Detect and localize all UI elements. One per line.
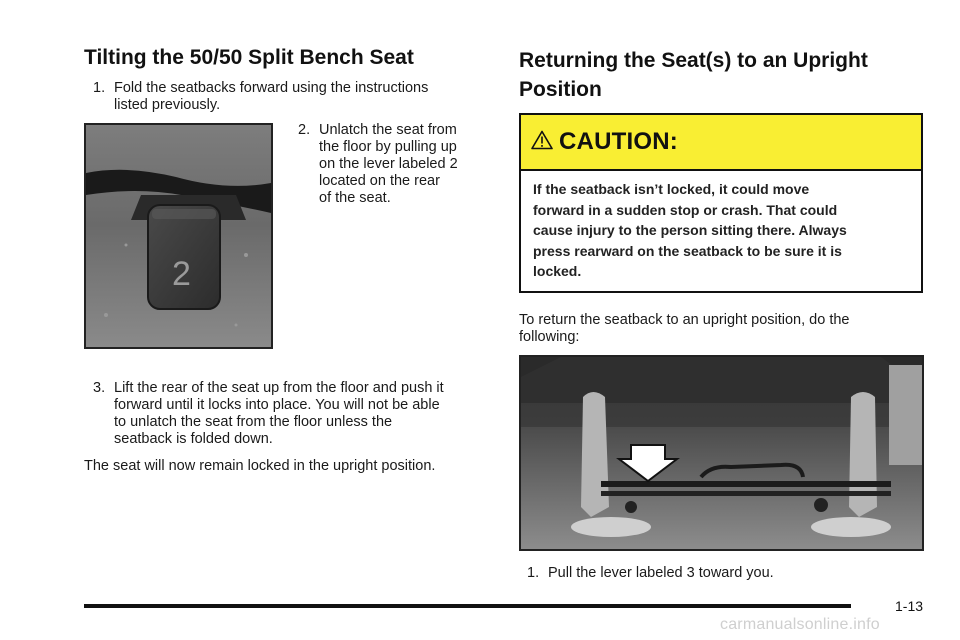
step-2-unlatch <box>298 122 498 207</box>
caution-title: CAUTION: <box>559 128 678 155</box>
seat-lever-photo <box>84 123 273 349</box>
intro-line: following: <box>519 329 580 345</box>
step-text-line: forward until it locks into place. You will not be able <box>114 397 440 413</box>
step-1-fold <box>93 80 493 114</box>
caution-line: cause injury to the person sitting there. Always <box>533 222 847 238</box>
caution-line: If the seatback isn’t locked, it could move <box>533 181 810 197</box>
step-text-line: of the seat. <box>319 190 391 206</box>
heading-line: Returning the Seat(s) to an Upright <box>519 49 868 72</box>
intro-line: To return the seatback to an upright position, do the <box>519 312 850 328</box>
caution-triangle-icon <box>531 130 553 155</box>
step-text-line: the floor by pulling up <box>319 139 457 155</box>
caution-box <box>519 113 923 293</box>
step-text-line: Fold the seatbacks forward using the instructions <box>114 80 429 96</box>
seat-track-illustration <box>521 357 922 549</box>
caution-line: press rearward on the seatback to be sure it is <box>533 242 842 259</box>
step-number: 1. <box>93 80 106 96</box>
step-text-line: Pull the lever labeled 3 toward you. <box>548 565 774 581</box>
caution-line: locked. <box>533 263 582 279</box>
step-3-lift <box>93 380 503 448</box>
step-text-line: listed previously. <box>114 97 221 113</box>
seat-track-photo <box>519 355 924 551</box>
footer-rule <box>84 604 851 608</box>
section-heading-returning <box>519 46 939 104</box>
page-number: 1-13 <box>895 598 924 614</box>
step-text-line: on the lever labeled 2 <box>319 156 458 172</box>
lever-number-label: 2 <box>172 255 191 293</box>
step-number: 2. <box>298 122 311 138</box>
closing-paragraph: The seat will now remain locked in the upright position. <box>84 458 436 474</box>
heading-line: Position <box>519 78 602 101</box>
caution-line: forward in a sudden stop or crash. That could <box>533 201 838 218</box>
section-heading-tilting: Tilting the 50/50 Split Bench Seat <box>84 46 414 69</box>
step-1-pull-lever <box>527 565 917 582</box>
step-number: 3. <box>93 380 106 396</box>
step-text-line: seatback is folded down. <box>114 431 273 447</box>
step-text-line: located on the rear <box>319 173 440 189</box>
step-text-line: Lift the rear of the seat up from the floor and push it <box>114 380 444 396</box>
caution-text <box>521 171 921 282</box>
step-text-line: to unlatch the seat from the floor unless the <box>114 414 393 430</box>
watermark: carmanualsonline.info <box>720 616 880 633</box>
caution-header <box>521 115 921 171</box>
intro-paragraph <box>519 312 939 346</box>
step-number: 1. <box>527 565 540 581</box>
lever-illustration <box>86 125 271 347</box>
step-text-line: Unlatch the seat from <box>319 122 457 138</box>
